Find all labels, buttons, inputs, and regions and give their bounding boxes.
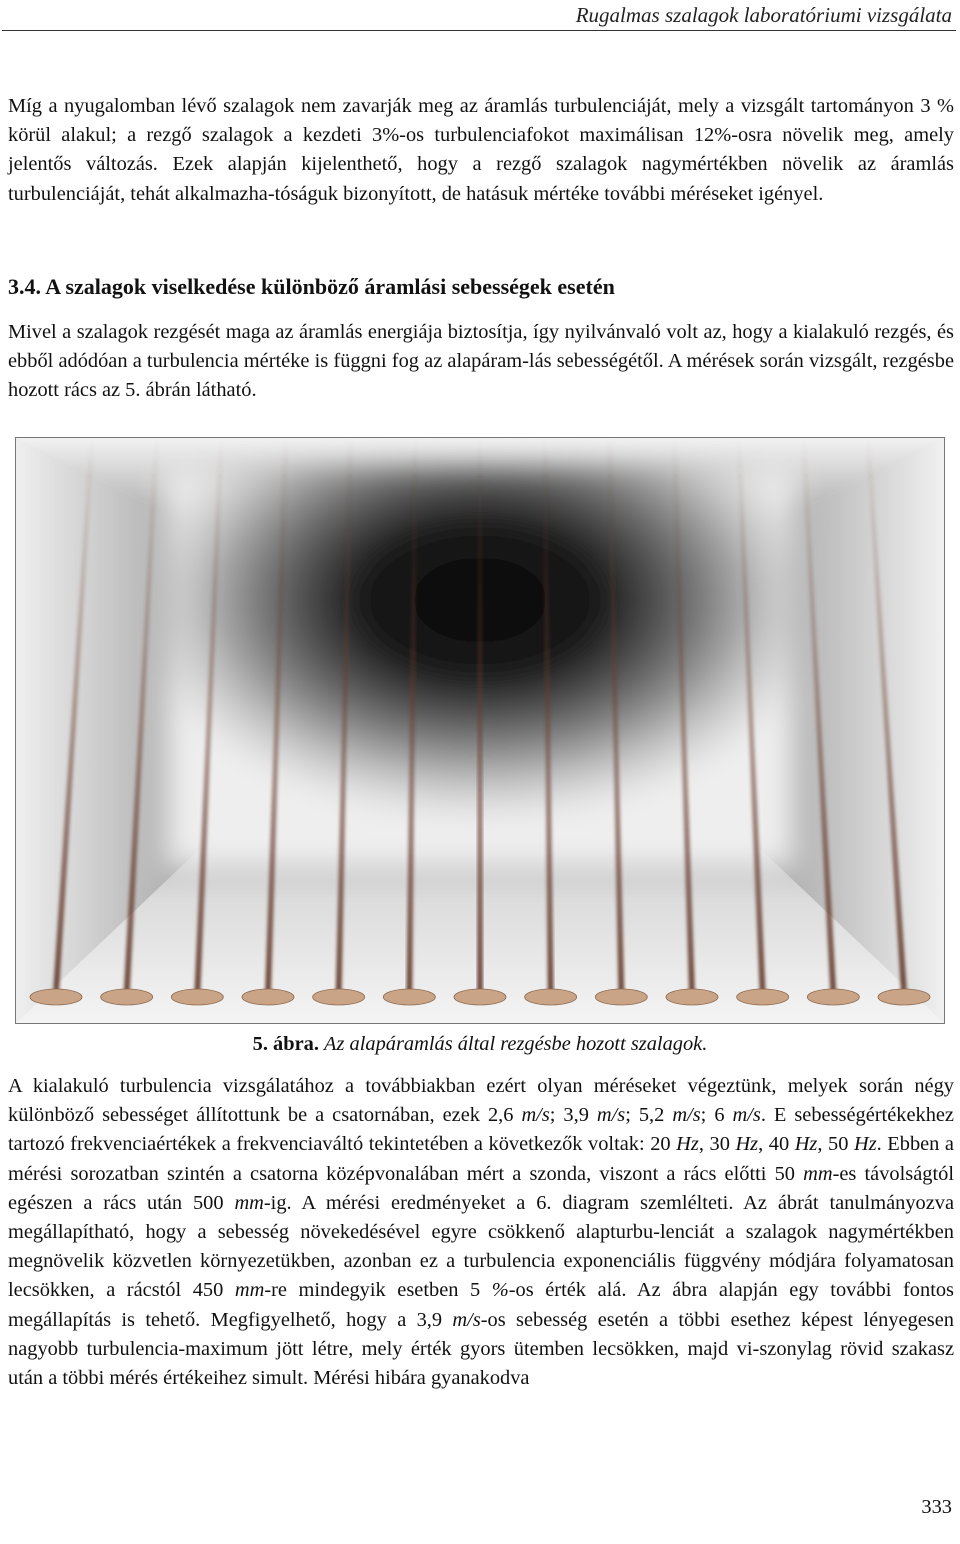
p3-unit: m/s	[452, 1308, 481, 1331]
section-heading: 3.4. A szalagok viselkedése különböző áramlási sebességek esetén	[8, 274, 615, 299]
ribbon-base-disc	[171, 989, 223, 1005]
paragraph-1: Míg a nyugalomban lévő szalagok nem zavarják meg az áramlás turbulenciáját, mely a vizsgált tartományon 3 % körül alakul; a rezgő szalagok a kezdeti 3%-os turbulenciafokot maximálisan 12%-osra növelik meg, amely jelentős változás. Ezek alapján kijelenthető, hogy a rezgő szalagok nagymértékben növelik az áramlás turbulenciáját, tehát alkalmazha-tóságuk bizonyított, de hatásuk mértéke további méréseket igényel.	[8, 95, 954, 205]
p3-unit: Hz	[794, 1133, 818, 1156]
p3-text: . Ebben a mérési sorozatban szintén a csatorna középvonalában mért a szonda, viszont a rács előtti 50	[8, 1133, 954, 1185]
p3-text: A kialakuló turbulencia vizsgálatához a továbbiakban ezért olyan méréseket végeztünk, melyek során négy különböző sebességet állítottunk be a csatornában, ezek 2,6	[8, 1075, 954, 1127]
p3-unit: mm	[234, 1279, 265, 1302]
p3-text: -os sebesség esetén a többi esethez képest lényegesen nagyobb turbulencia-maximum jött létre, mely érték gyors ütemben lecsökken, majd vi-szonylag rövid szakasz után a többi mérés értékeihez simult. Mérési hibára gyanakodva	[8, 1308, 954, 1390]
paragraph-2: Mivel a szalagok rezgését maga az áramlás energiája biztosítja, így nyilvánvaló volt az, hogy a kialakuló rezgés, és ebből adódóan a turbulencia mértéke is függni fog az alapáram-lás sebességétől. A mérések során vizsgált, rezgésbe hozott rács az 5. ábrán látható.	[8, 321, 954, 402]
ribbon-base-disc	[313, 989, 365, 1005]
ribbon	[477, 438, 483, 993]
ribbon-base-disc	[30, 989, 82, 1005]
p3-text: -es távolságtól egészen a rács után 500	[8, 1162, 954, 1214]
ribbon-base-disc	[101, 989, 153, 1005]
ribbon-base-disc	[454, 989, 506, 1005]
p3-unit: Hz	[676, 1133, 699, 1156]
p3-unit: Hz	[735, 1133, 759, 1156]
ribbon-base-disc	[878, 989, 930, 1005]
p3-text: ; 6	[700, 1104, 733, 1127]
ribbon-base-disc	[807, 989, 859, 1005]
p3-text: -re mindegyik esetben 5	[264, 1279, 492, 1302]
p3-text: -ig. A mérési eredményeket a 6. diagram szemlélteti. Az ábrát tanulmányozva megállapítható, hogy a sebesség növekedésével egyre csökkenő alapturbu-lenciát a szalagok nagymértékben megnövelik közvetlen környezetükben, azonban ez a turbulencia exponenciális függvény módjára folyamatosan lecsökken, a rácstól 450	[8, 1191, 955, 1302]
p3-text: , 30	[698, 1133, 736, 1156]
header-rule	[2, 30, 956, 31]
p3-unit: %	[491, 1279, 509, 1302]
p3-text: ; 3,9	[549, 1104, 597, 1127]
p3-unit: Hz	[853, 1133, 877, 1156]
figure-caption	[0, 1030, 960, 1058]
p3-unit: m/s	[521, 1104, 550, 1127]
p3-text: -os érték alá. Az ábra alapján egy további fontos megállapítás is tehető. Megfigyelhető, hogy a 3,9	[8, 1279, 954, 1331]
p3-unit: mm	[803, 1162, 833, 1185]
figure-photo-ribbons	[15, 437, 945, 1024]
p3-text: , 40	[758, 1133, 795, 1156]
ribbon-base-disc	[525, 989, 577, 1005]
ribbon-base-disc	[242, 989, 294, 1005]
p3-text: . E sebességértékekhez tartozó frekvenciaértékek a frekvenciaváltó tekintetében a következők voltak: 20	[8, 1104, 954, 1156]
p3-unit: m/s	[672, 1104, 701, 1127]
ribbon-base-disc	[737, 989, 789, 1005]
figure-caption-text: Az alapáramlás által rezgésbe hozott szalagok.	[324, 1033, 708, 1055]
p3-text: ; 5,2	[625, 1104, 673, 1127]
p3-unit: m/s	[596, 1104, 626, 1127]
p3-unit: m/s	[732, 1104, 761, 1127]
page-number: 333	[921, 1496, 952, 1518]
ribbon-base-disc	[383, 989, 435, 1005]
p3-unit: mm	[234, 1191, 264, 1214]
ribbon-base-disc	[595, 989, 647, 1005]
figure-label: 5. ábra.	[252, 1033, 319, 1055]
ribbon-base-disc	[666, 989, 718, 1005]
paragraph-3	[8, 1072, 954, 1393]
running-header: Rugalmas szalagok laboratóriumi vizsgálata	[575, 3, 952, 27]
ribbons-photo-image	[16, 438, 944, 1023]
p3-text: , 50	[817, 1133, 854, 1156]
